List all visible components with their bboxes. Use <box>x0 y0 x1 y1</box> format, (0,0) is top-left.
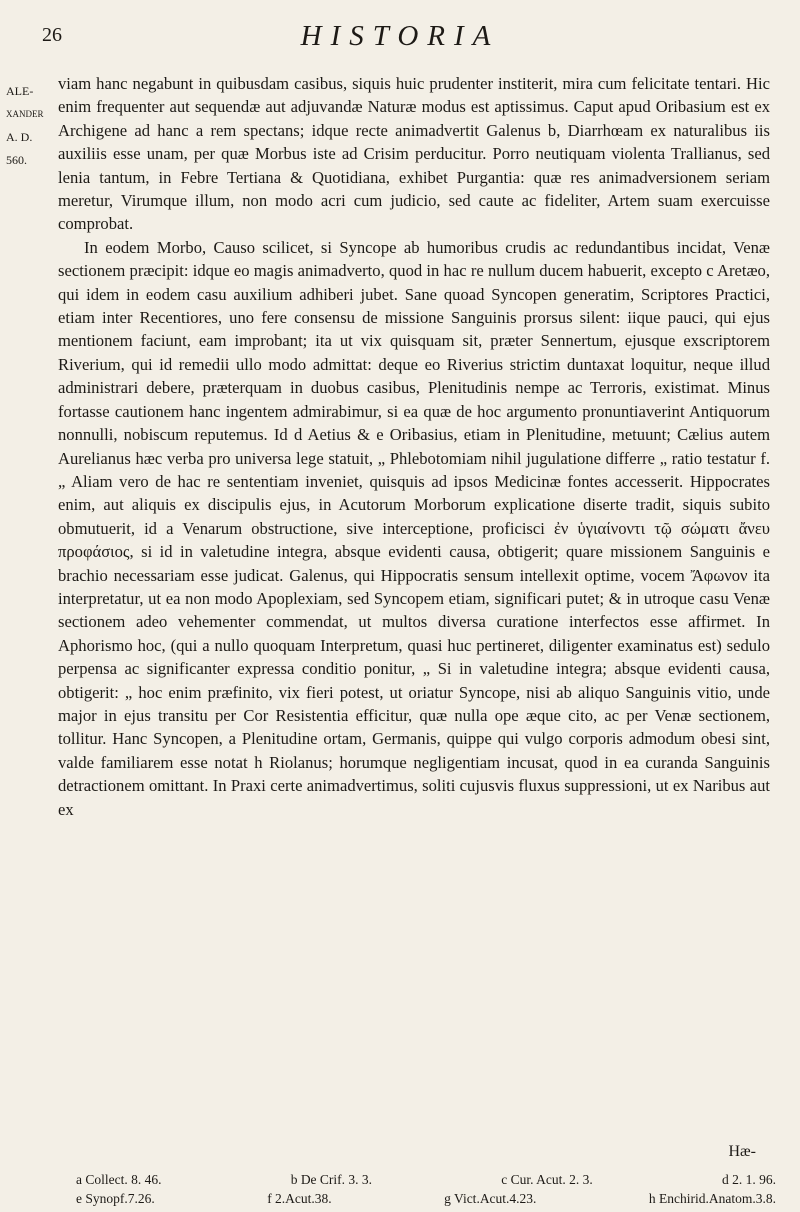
page-number: 26 <box>42 24 62 46</box>
footnote: d 2. 1. 96. <box>721 1172 776 1187</box>
margin-line: A. D. <box>6 130 33 144</box>
running-title: HISTORIA <box>300 20 500 52</box>
margin-line: ALE- <box>6 84 34 98</box>
catchword: Hæ- <box>728 1143 756 1160</box>
paragraph: In eodem Morbo, Causo scilicet, si Syncope ab humoribus crudis ac redundantibus incidat, Venæ sectionem præcipit: idque eo magis animadverto, quod in hac re nullum ducem habuerit, excepto c Aretæo, qui idem in eodem casu auxilium adhiberi jubet. Sane quoad Syncopen generatim, Scriptores Practici, etiam inter Recentiores, uno fere consensu de missione Sanguinis prorsus silent: iique pauci, qui ejus mentionem faciunt, eam improbant; ita ut vix quisquam sit, præter Sennertum, ejusque exscriptorem Riverium, qui id remedii ullo modo admittat: deque eo Riverius strictim duntaxat loquitur, neque illud administrari debere, præterquam in duobus casibus, Plenitudinis nempe ac Terroris, existimat. Minus fortasse cautionem hanc ingentem admirabimur, si ea quæ de hoc argumento pronuntiaverint Antiquorum nonnulli, nobiscum reputemus. Id d Aetius & e Oribasius, etiam in Plenitudine, metuunt; Cælius autem Aurelianus hæc verba pro universa lege statuit, „ Phlebotomiam nihil jugulatione differre „ ratio testatur f. „ Aliam vero de hac re sententiam inveniet, quisquis ad ipsos Medicinæ fontes accesserit. Hippocrates enim, aut aliquis ex discipulis ejus, in Acutorum Morborum explicatione diserte tradit, siquis subito obmutuerit, id a Venarum obstructione, sive interceptione, proficisci ἐν ὑγιαίνοντι τῷ σώματι ἄνευ προφάσιος, si id in valetudine integra, absque evidenti causa, obtigerit; quare missionem Sanguinis e brachio necessariam esse judicat. Galenus, qui Hippocratis sensum intellexit optime, vocem Ἄφωνον ita interpretatur, ut ea non modo Apoplexiam, sed Syncopem etiam, significari putet; & in utroque casu Venæ sectionem adeo vehementer commendat, ut multos diversa curatione interfectos esse affirmet. In Aphorismo hoc, (qui a nullo quoquam Interpretum, quasi huc pertineret, diligenter examinatus est) sedulo perpensa ac significanter expressa conditio ponitur, „ Si in valetudine integra; absque evidenti causa, obtigerit: „ hoc enim præfinito, vix fieri potest, ut oriatur Syncope, nisi ab aliquo Sanguinis vitio, unde major in ejus transitu per Cor Resistentia efficitur, quæ nulla ope æque cito, ac per Venæ sectionem, tollitur. Hanc Syncopen, a Plenitudine ortam, Germanis, quippe qui vulgo corporis admodum obesi sint, valde familiarem esse notat h Riolanus; horumque negligentiam incusat, quod in ea curanda Sanguinis detractionem omittant. In Praxi certe animadvertimus, soliti cujusvis fluxus suppressioni, ut ex Naribus aut ex <box>58 237 770 819</box>
running-head <box>42 20 758 60</box>
footnote: c Cur. Acut. 2. 3. <box>501 1172 593 1187</box>
margin-line: 560. <box>6 153 27 167</box>
footnote: f 2.Acut.38. <box>267 1191 332 1206</box>
footnote-row <box>76 1189 776 1208</box>
footnote: h Enchirid.Anatom.3.8. <box>648 1191 776 1206</box>
margin-line: XANDER <box>6 109 44 119</box>
paragraph: viam hanc negabunt in quibusdam casibus, siquis huic prudenter institerit, mira cum felicitate tentari. Hic enim frequenter aut sequendæ aut adjuvandæ Naturæ modus est aptissimus. Caput apud Oribasium est ex Archigene ad hanc a rem spectans; idque recte animadvertit Galenus b, Diarrhœam ex naturalibus iis auxiliis esse unam, per quæ Morbus iste ad Crisim perducitur. Porro neutiquam violenta Trallianus, sed lenia tantum, in Febre Tertiana & Quotidiana, exhibet Purgantia: quæ res animadversionem seriam meretur, Virumque illum, non modo acri cum judicio, sed caute ac fideliter, Artem suam exercuisse comprobat. <box>58 74 770 234</box>
body-text <box>58 72 770 821</box>
footnotes <box>76 1170 776 1208</box>
footnote: a Collect. 8. 46. <box>76 1172 162 1187</box>
footnote-row <box>76 1170 776 1189</box>
footnote: b De Crif. 3. 3. <box>290 1172 373 1187</box>
margin-note <box>6 80 42 172</box>
footnote: e Synopf.7.26. <box>76 1191 155 1206</box>
footnote: g Vict.Acut.4.23. <box>444 1191 537 1206</box>
